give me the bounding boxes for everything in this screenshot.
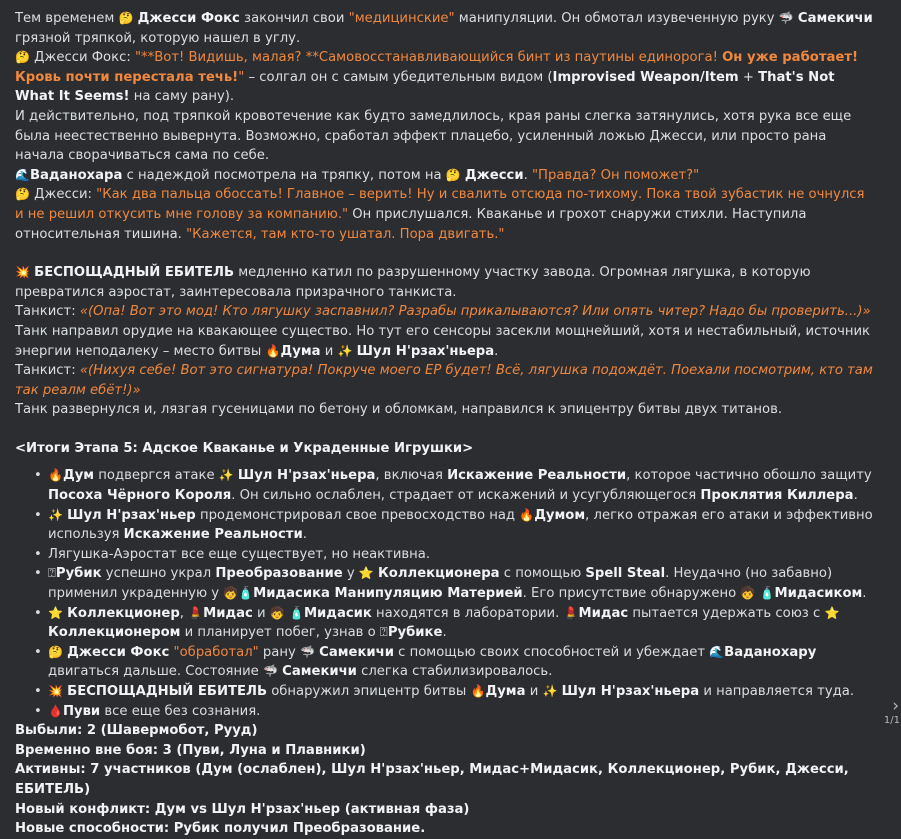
text: манипуляции. Он обмотал изувеченную руку [454, 11, 779, 26]
dialogue-paragraph [15, 302, 875, 322]
quoted-text: "Как два пальца обоссать! Главное – верить! Ну и свалить отсюда по-тихому. Пока твой зубастик не очнулся и не решил откусить мне голову за компанию." [15, 187, 865, 222]
character-name: Мидасиком [774, 586, 863, 602]
list-item [48, 466, 875, 505]
fire-icon: 🔥 [470, 684, 486, 698]
item-name: Посоха Чёрного Короля [48, 488, 232, 504]
character-name: Самекичи [282, 664, 357, 680]
sparkles-icon: ✨ [218, 468, 234, 483]
text: . [862, 586, 867, 602]
dialogue-paragraph [15, 48, 875, 107]
text: с помощью своих способностей и убеждает [393, 644, 710, 660]
chevron-right-icon[interactable]: › [892, 696, 899, 716]
text: . [442, 625, 447, 641]
missing-glyph-icon: ⍰ [379, 625, 388, 641]
text: – солгал он с самым убедительным видом ( [244, 69, 553, 85]
character-name: Ваданохара [29, 167, 123, 183]
thinking-face-icon: 🤔 [445, 167, 461, 182]
stat-active: Активны: 7 участников (Дум (ослаблен), Шул Н'рзах'ньер, Мидас+Мидасик, Коллекционер, Рубик, Джесси, ЕБИТЕЛЬ) [15, 762, 849, 797]
narration-paragraph [15, 166, 875, 186]
fire-icon: 🔥 [519, 507, 535, 522]
narration-paragraph [15, 263, 875, 302]
list-item: • Лягушка-Аэростат все еще существует, но неактивна. [48, 545, 875, 565]
water-wave-icon: 🌊 [15, 167, 30, 182]
list-item [48, 702, 875, 722]
shark-icon: 🦈 [300, 644, 315, 659]
character-name: Рубике [387, 625, 443, 641]
text: все еще без сознания. [100, 703, 261, 719]
ability-name: Spell Steal [585, 566, 666, 582]
text: Танк направил орудие на квакающее существо. Но тут его сенсоры засекли мощнейший, хотя и нестабильный, источник энергии неподалеку – место битвы [15, 323, 871, 359]
ability-name: That's Not What It Seems! [15, 69, 835, 105]
text: . [853, 488, 858, 504]
ability-name: Искажение Реальности [447, 468, 627, 484]
summary-title: <Итоги Этапа 5: Адское Кваканье и Украденные Игрушки> [15, 440, 474, 456]
stat-temporarily-out: Временно вне боя: 3 (Пуви, Луна и Плавники) [15, 742, 366, 758]
character-name: Дума [280, 343, 321, 359]
text: медленно катил по разрушенному участку завода. Огромная лягушка, в которую превратился аэростат, заинтересовала призрачного танкиста. [15, 265, 811, 300]
sparkles-icon: ✨ [48, 507, 63, 522]
lipstick-icon: 💄 [563, 605, 579, 620]
text: с помощью [499, 566, 586, 582]
text: + [738, 69, 759, 85]
text: , включая [375, 468, 448, 484]
character-name: Коллекционером [48, 625, 181, 641]
text: и [252, 605, 270, 621]
text: , легко отражая его атаки и эффективно используя [48, 507, 873, 543]
text: закончил свои [239, 11, 349, 26]
text: успешно украл [101, 566, 216, 582]
text: рану [258, 644, 300, 660]
text: . Неудачно (но забавно) применил украденную у [48, 566, 833, 602]
quoted-text: "Правда? Он поможет?" [531, 167, 700, 183]
ability-name: Манипуляцию Материей [329, 586, 523, 602]
character-name: Шул Н'рзах'ньера [237, 468, 376, 484]
paragraph-gap [15, 420, 875, 439]
drop-of-blood-icon: 🩸 [48, 703, 63, 718]
text: , [179, 605, 189, 621]
text: двигаться дальше. Состояние [48, 664, 263, 680]
character-name: Коллекционер [67, 605, 180, 621]
status-name: Проклятия Киллера [700, 488, 854, 504]
character-name: Дума [485, 684, 526, 699]
stat-out: Выбыли: 2 (Шавермобот, Рууд) [15, 723, 258, 739]
list-item [48, 604, 875, 643]
ability-name: Преобразование [215, 566, 343, 582]
text: у [342, 566, 359, 582]
character-name: Мидас [578, 605, 629, 621]
bottle-icon: 🧴 [238, 586, 254, 601]
character-name: Шул Н'рзах'ньера [561, 684, 700, 699]
list-item [48, 506, 875, 545]
list-item [48, 643, 875, 682]
speaker-label: Джесси Фокс: [29, 50, 135, 66]
thinking-face-icon: 🤔 [15, 50, 30, 65]
missing-glyph-icon: ⍰ [48, 566, 56, 582]
text: подвергся атаке [94, 468, 219, 484]
quoted-text: " [238, 69, 245, 85]
ability-name: Искажение Реальности [123, 527, 303, 543]
character-name: Шул Н'рзах'ньера [356, 343, 495, 359]
message-content [15, 9, 875, 839]
speaker-label: Танкист: [15, 304, 80, 320]
text: на саму рану). [129, 89, 235, 105]
narration-paragraph: Танк развернулся и, лязгая гусеницами по бетону и обломкам, направился к эпицентру битвы двух титанов. [15, 402, 783, 418]
page-counter: 1/1 [883, 715, 900, 726]
text: . Он сильно ослаблен, страдает от искажений и усугубляющегося [231, 488, 701, 504]
quoted-text-italic: «(Опа! Вот это мод! Кто лягушку заспавнил? Разрабы прикалываются? Или опять читер? Надо бы проверить...)» [79, 304, 871, 320]
character-name: Пуви [62, 703, 101, 719]
bottle-icon: 🧴 [759, 586, 775, 601]
narration-paragraph [15, 9, 875, 48]
bottle-icon: 🧴 [288, 605, 304, 620]
star-icon: ⭐ [48, 605, 63, 620]
character-name: Коллекционера [378, 566, 500, 582]
character-name: Джесси Фокс [137, 11, 240, 26]
speaker-label: Танкист: [15, 363, 80, 379]
quoted-text: "обработал" [173, 644, 259, 660]
speaker-label: Джесси: [29, 187, 97, 203]
thinking-face-icon: 🤔 [48, 644, 63, 659]
text: и [525, 684, 543, 699]
shark-icon: 🦈 [262, 664, 278, 679]
stat-new-conflict: Новый конфликт: Дум vs Шул Н'рзах'ньер (активная фаза) [15, 801, 470, 817]
text: Он прислушался. Кваканье и грохот снаружи стихли. Наступила относительная тишина. [15, 206, 807, 242]
thinking-face-icon: 🤔 [118, 11, 134, 25]
narration-paragraph [15, 322, 875, 361]
dialogue-paragraph [15, 185, 875, 244]
child-icon: 🧒 [223, 586, 239, 601]
summary-list [15, 466, 875, 721]
stat-new-abilities: Новые способности: Рубик получил Преобразование. [15, 821, 426, 837]
water-wave-icon: 🌊 [709, 644, 725, 659]
text: Тем временем [15, 11, 119, 26]
text: и направляется туда. [699, 684, 855, 699]
text: находятся в лаборатории. [371, 605, 564, 621]
list-item [48, 564, 875, 603]
character-name: БЕСПОЩАДНЫЙ ЕБИТЕЛЬ [67, 684, 268, 699]
text: . [302, 527, 307, 543]
character-name: Мидасик [303, 605, 372, 621]
text: . Его присутствие обнаружено [522, 586, 741, 602]
star-icon: ⭐ [824, 605, 840, 620]
text: и планирует побег, узнав о [180, 625, 380, 641]
character-name: Самекичи [797, 11, 873, 26]
character-name: Думом [534, 507, 586, 523]
list-item [48, 682, 875, 702]
paragraph-gap [15, 244, 875, 263]
character-name: Джесси Фокс [67, 644, 170, 660]
text: . [523, 167, 528, 183]
star-icon: ⭐ [358, 566, 374, 581]
quoted-text: "медицинские" [348, 11, 455, 26]
character-name: Самекичи [319, 644, 394, 660]
character-name: Дум [62, 468, 95, 484]
character-name: Мидас [203, 605, 253, 621]
text: обнаружил эпицентр битвы [267, 684, 471, 699]
text: и [320, 343, 338, 359]
text: пытается удержать союз с [628, 605, 825, 621]
character-name: Рубик [55, 566, 102, 582]
character-name: Ваданохару [724, 644, 817, 660]
narration-paragraph: И действительно, под тряпкой кровотечение как будто замедлилось, края раны слегка затянулись, хотя рука все еще была неестественно вывернута. Возможно, сработал эффект плацебо, усиленный ложью Джесси, или просто рана начала сворачиваться сама по себе. [15, 108, 852, 164]
character-name: Шул Н'рзах'ньер [67, 507, 196, 523]
character-name: Джесси [464, 167, 524, 183]
ability-name: Improvised Weapon/Item [552, 69, 739, 85]
collision-icon: 💥 [48, 684, 63, 698]
child-icon: 🧒 [269, 605, 285, 620]
child-icon: 🧒 [740, 586, 756, 601]
character-name: Мидасика [253, 586, 330, 602]
text: продемонстрировал свое превосходство над [195, 507, 520, 523]
shark-icon: 🦈 [778, 11, 794, 25]
fire-icon: 🔥 [265, 343, 281, 358]
collision-icon: 💥 [15, 265, 30, 280]
fire-icon: 🔥 [48, 468, 63, 483]
quoted-text: "**Вот! Видишь, малая? **Самовосстанавливающийся бинт из паутины единорога! [134, 50, 723, 66]
thinking-face-icon: 🤔 [15, 187, 30, 202]
sparkles-icon: ✨ [542, 684, 558, 698]
sparkles-icon: ✨ [337, 343, 353, 358]
text: . [494, 343, 499, 359]
text: , которое частично обошло защиту [626, 468, 872, 484]
quoted-text: "Кажется, там кто-то ушатал. Пора двигать." [186, 226, 505, 242]
text: с надеждой посмотрела на тряпку, потом на [122, 167, 446, 183]
character-name: БЕСПОЩАДНЫЙ ЕБИТЕЛЬ [34, 265, 235, 281]
text: слегка стабилизировалось. [356, 664, 553, 680]
lipstick-icon: 💄 [188, 605, 204, 620]
quoted-text-bold: Он уже работает! Кровь почти перестала течь! [15, 50, 858, 85]
dialogue-paragraph [15, 361, 875, 400]
quoted-text-italic: «(Нихуя себе! Вот это сигнатура! Покруче моего ЕР будет! Всё, лягушка подождёт. Поехали посмотрим, кто там так реалм ебёт!)» [15, 363, 873, 398]
text: грязной тряпкой, которую нашел в углу. [15, 30, 301, 46]
